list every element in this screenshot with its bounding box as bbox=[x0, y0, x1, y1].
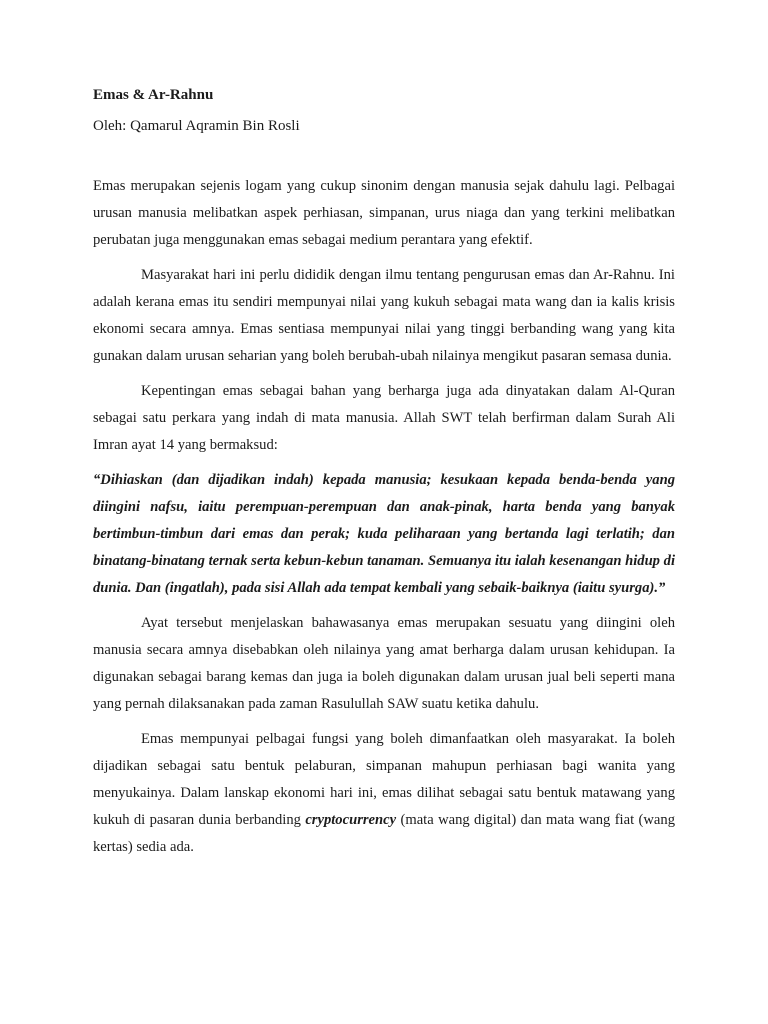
paragraph-2: Masyarakat hari ini perlu dididik dengan ilmu tentang pengurusan emas dan Ar-Rahnu. Ini adalah kerana emas itu sendiri mempunyai nilai yang kukuh sebagai mata wang dan ia kalis krisis ekonomi secara amnya. Emas sentiasa mempunyai nilai yang tinggi berbanding wang yang kita gunakan dalam urusan seharian yang boleh berubah-ubah nilainya mengikut pasaran semasa dunia. bbox=[93, 267, 675, 364]
document-page bbox=[93, 82, 675, 869]
paragraph-5-emphasis: cryptocurrency bbox=[305, 812, 397, 828]
paragraph-1: Emas merupakan sejenis logam yang cukup sinonim dengan manusia sejak dahulu lagi. Pelbagai urusan manusia melibatkan aspek perhiasan, simpanan, urus niaga dan yang terkini melibatkan perubatan juga menggunakan emas sebagai medium perantara yang efektif. bbox=[93, 178, 675, 248]
paragraph-5 bbox=[93, 726, 675, 861]
paragraph-4: Ayat tersebut menjelaskan bahawasanya emas merupakan sesuatu yang diingini oleh manusia secara amnya disebabkan oleh nilainya yang amat berharga dalam urusan kehidupan. Ia digunakan sebagai barang kemas dan juga ia boleh digunakan dalam urusan jual beli seperti mana yang pernah dilaksanakan pada zaman Rasulullah SAW suatu ketika dahulu. bbox=[93, 615, 675, 712]
document-author: Oleh: Qamarul Aqramin Bin Rosli bbox=[93, 118, 300, 134]
quran-quote: “Dihiaskan (dan dijadikan indah) kepada manusia; kesukaan kepada benda-benda yang diingini nafsu, iaitu perempuan-perempuan dan anak-pinak, harta benda yang banyak bertimbun-timbun dari emas dan perak; kuda peliharaan yang bertanda lagi terlatih; dan binatang-binatang ternak serta kebun-kebun tanaman. Semuanya itu ialah kesenangan hidup di dunia. Dan (ingatlah), pada sisi Allah ada tempat kembali yang sebaik-baiknya (iaitu syurga).” bbox=[93, 472, 675, 596]
document-title: Emas & Ar-Rahnu bbox=[93, 87, 214, 103]
paragraph-5-text-after: (mata wang digital) dan mata wang fiat (wang kertas) sedia ada. bbox=[93, 812, 675, 855]
paragraph-5-text-before: Emas mempunyai pelbagai fungsi yang boleh dimanfaatkan oleh masyarakat. Ia boleh dijadikan sebagai satu bentuk pelaburan, simpanan mahupun perhiasan bagi wanita yang menyukainya. Dalam lanskap ekonomi hari ini, emas dilihat sebagai satu bentuk matawang yang kukuh di pasaran dunia berbanding bbox=[93, 731, 675, 828]
paragraph-3: Kepentingan emas sebagai bahan yang berharga juga ada dinyatakan dalam Al-Quran sebagai satu perkara yang indah di mata manusia. Allah SWT telah berfirman dalam Surah Ali Imran ayat 14 yang bermaksud: bbox=[93, 383, 675, 453]
